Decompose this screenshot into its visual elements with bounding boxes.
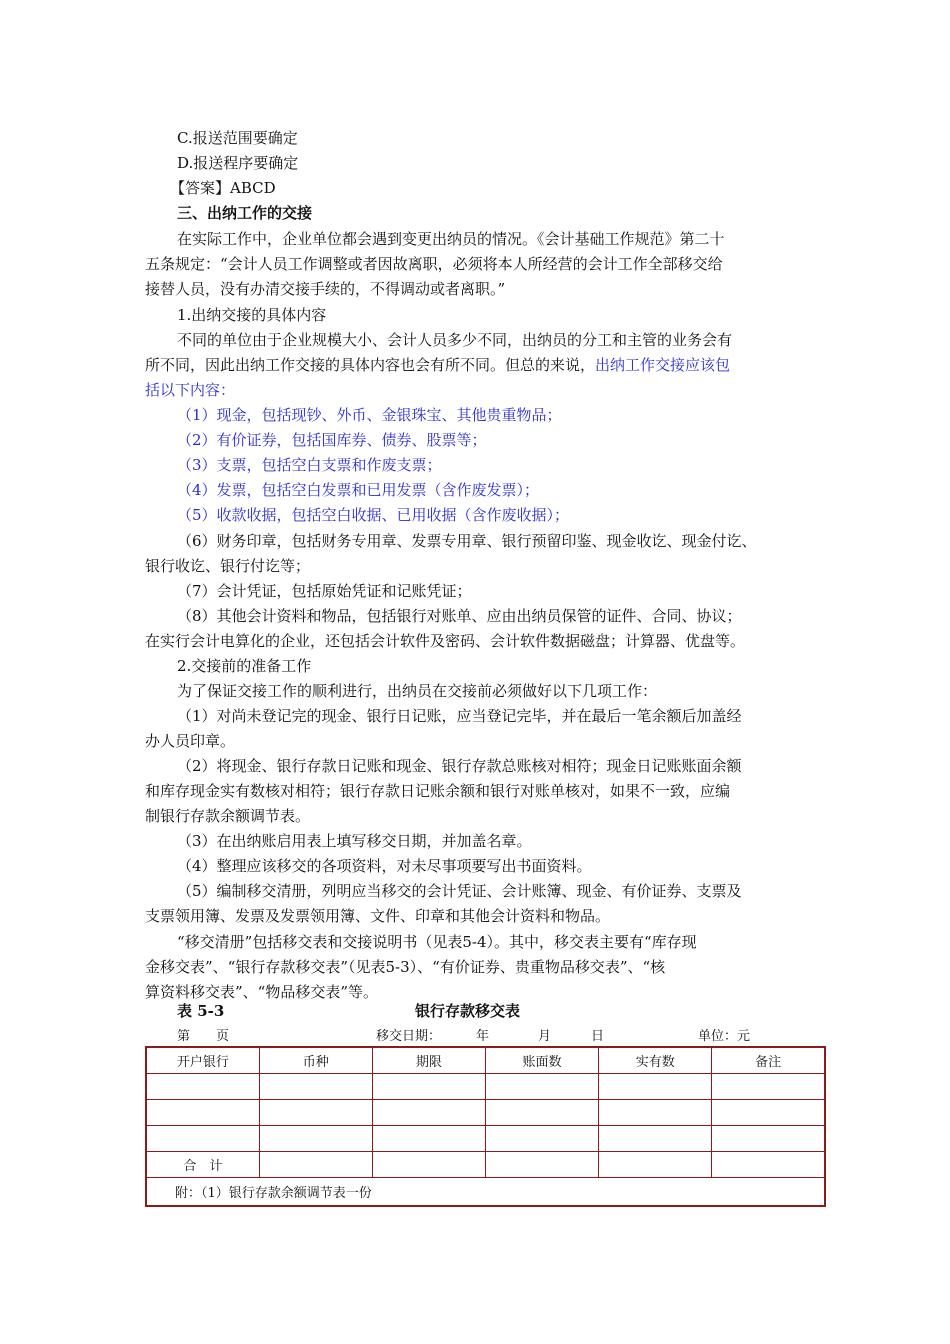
table-row	[146, 1074, 825, 1100]
option-c: C.报送范围要确定	[177, 129, 298, 147]
table-cell	[372, 1074, 485, 1100]
prep-line: 制银行存款余额调节表。	[145, 807, 311, 825]
list-item: 银行收讫、银行付讫等；	[145, 557, 311, 575]
highlighted-text: 括以下内容：	[145, 381, 236, 399]
column-header: 期限	[372, 1047, 485, 1074]
column-header: 备注	[712, 1047, 825, 1074]
year-label: 年	[476, 1029, 490, 1044]
table-cell	[599, 1100, 712, 1126]
table-cell	[599, 1074, 712, 1100]
prep-line: （1）对尚未登记完的现金、银行日记账，应当登记完毕，并在最后一笔余额后加盖经	[177, 707, 742, 725]
table-cell	[372, 1126, 485, 1152]
table-cell	[372, 1100, 485, 1126]
prep-line: 办人员印章。	[145, 732, 236, 750]
table-cell	[485, 1126, 598, 1152]
column-header: 开户银行	[146, 1047, 259, 1074]
list-item: （6）财务印章，包括财务专用章、发票专用章、银行预留印鉴、现金收讫、现金付讫、	[177, 532, 757, 550]
table-cell	[485, 1152, 598, 1178]
paragraph-line: 不同的单位由于企业规模大小、会计人员多少不同，出纳员的分工和主管的业务会有	[177, 331, 733, 349]
table-cell	[259, 1152, 372, 1178]
highlighted-text: 出纳工作交接应该包	[595, 356, 731, 374]
list-item: （8）其他会计资料和物品，包括银行对账单、应由出纳员保管的证件、合同、协议；	[177, 607, 742, 625]
closing-line: 金移交表”、“银行存款移交表”（见表5-3）、“有价证券、贵重物品移交表”、“核	[145, 958, 666, 976]
subsection-title: 2.交接前的准备工作	[177, 657, 312, 675]
table-cell	[712, 1152, 825, 1178]
total-label: 合 计	[146, 1152, 259, 1178]
table-cell	[712, 1126, 825, 1152]
table-row	[146, 1100, 825, 1126]
paragraph-text: 所不同，因此出纳工作交接的具体内容也会有所不同。但总的来说，	[145, 356, 596, 374]
column-header: 实有数	[599, 1047, 712, 1074]
intro-line: 五条规定：“会计人员工作调整或者因故离职，必须将本人所经营的会计工作全部移交给	[145, 255, 723, 273]
closing-line: “移交清册”包括移交表和交接说明书（见表5-4）。其中，移交表主要有“库存现	[177, 933, 697, 951]
subsection-title: 1.出纳交接的具体内容	[177, 306, 327, 324]
table-cell	[372, 1152, 485, 1178]
list-item: 在实行会计电算化的企业，还包括会计软件及密码、会计软件数据磁盘；计算器、优盘等。	[145, 632, 746, 650]
column-header: 账面数	[485, 1047, 598, 1074]
table-header-row	[146, 1047, 825, 1074]
bank-deposit-transfer-table	[145, 1046, 826, 1207]
table-row	[146, 1126, 825, 1152]
option-d: D.报送程序要确定	[177, 154, 299, 172]
prep-line: （4）整理应该移交的各项资料，对未尽事项要写出书面资料。	[177, 857, 592, 875]
table-cell	[259, 1100, 372, 1126]
list-item: （4）发票，包括空白发票和已用发票（含作废发票）；	[177, 481, 540, 499]
intro-line: 接替人员，没有办清交接手续的，不得调动或者离职。”	[145, 280, 506, 298]
table-cell	[599, 1126, 712, 1152]
column-header: 币种	[259, 1047, 372, 1074]
list-item: （5）收款收据，包括空白收据、已用收据（含作废收据）；	[177, 506, 570, 524]
paragraph-line: 为了保证交接工作的顺利进行，出纳员在交接前必须做好以下几项工作：	[177, 682, 658, 700]
list-item: （3）支票，包括空白支票和作废支票；	[177, 456, 442, 474]
prep-line: （2）将现金、银行存款日记账和现金、银行存款总账核对相符；现金日记账账面余额	[177, 757, 742, 775]
page-number-label: 第 页	[177, 1029, 230, 1044]
table-cell	[599, 1152, 712, 1178]
total-row	[146, 1152, 825, 1178]
table-title: 银行存款移交表	[415, 1002, 521, 1020]
table-cell	[146, 1126, 259, 1152]
table-cell	[712, 1100, 825, 1126]
table-cell	[485, 1074, 598, 1100]
day-label: 日	[591, 1029, 605, 1044]
table-cell	[259, 1074, 372, 1100]
closing-line: 算资料移交表”、“物品移交表”等。	[145, 983, 379, 1001]
table-cell	[146, 1100, 259, 1126]
prep-line: 支票领用簿、发票及发票领用簿、文件、印章和其他会计资料和物品。	[145, 907, 611, 925]
paragraph-line	[145, 355, 730, 375]
table-cell	[712, 1074, 825, 1100]
list-item: （1）现金，包括现钞、外币、金银珠宝、其他贵重物品；	[177, 406, 562, 424]
table-cell	[146, 1074, 259, 1100]
unit-label: 单位：元	[698, 1029, 751, 1044]
table-cell	[485, 1100, 598, 1126]
prep-line: 和库存现金实有数核对相符；银行存款日记账余额和银行对账单核对，如果不一致，应编	[145, 782, 731, 800]
intro-line: 在实际工作中，企业单位都会遇到变更出纳员的情况。《会计基础工作规范》第二十	[177, 230, 725, 248]
prep-line: （5）编制移交清册，列明应当移交的会计凭证、会计账簿、现金、有价证券、支票及	[177, 882, 742, 900]
list-item: （2）有价证券，包括国库券、债券、股票等；	[177, 431, 487, 449]
table-footnote: 附：（1）银行存款余额调节表一份	[146, 1178, 825, 1207]
table-cell	[259, 1126, 372, 1152]
date-label: 移交日期：	[376, 1029, 442, 1044]
footnote-row	[146, 1178, 825, 1207]
section-title: 三、出纳工作的交接	[177, 204, 313, 222]
table-label: 表 5-3	[177, 1002, 225, 1020]
list-item: （7）会计凭证，包括原始凭证和记账凭证；	[177, 582, 472, 600]
month-label: 月	[538, 1029, 552, 1044]
prep-line: （3）在出纳账启用表上填写移交日期，并加盖名章。	[177, 832, 532, 850]
answer: 【答案】ABCD	[170, 179, 276, 197]
